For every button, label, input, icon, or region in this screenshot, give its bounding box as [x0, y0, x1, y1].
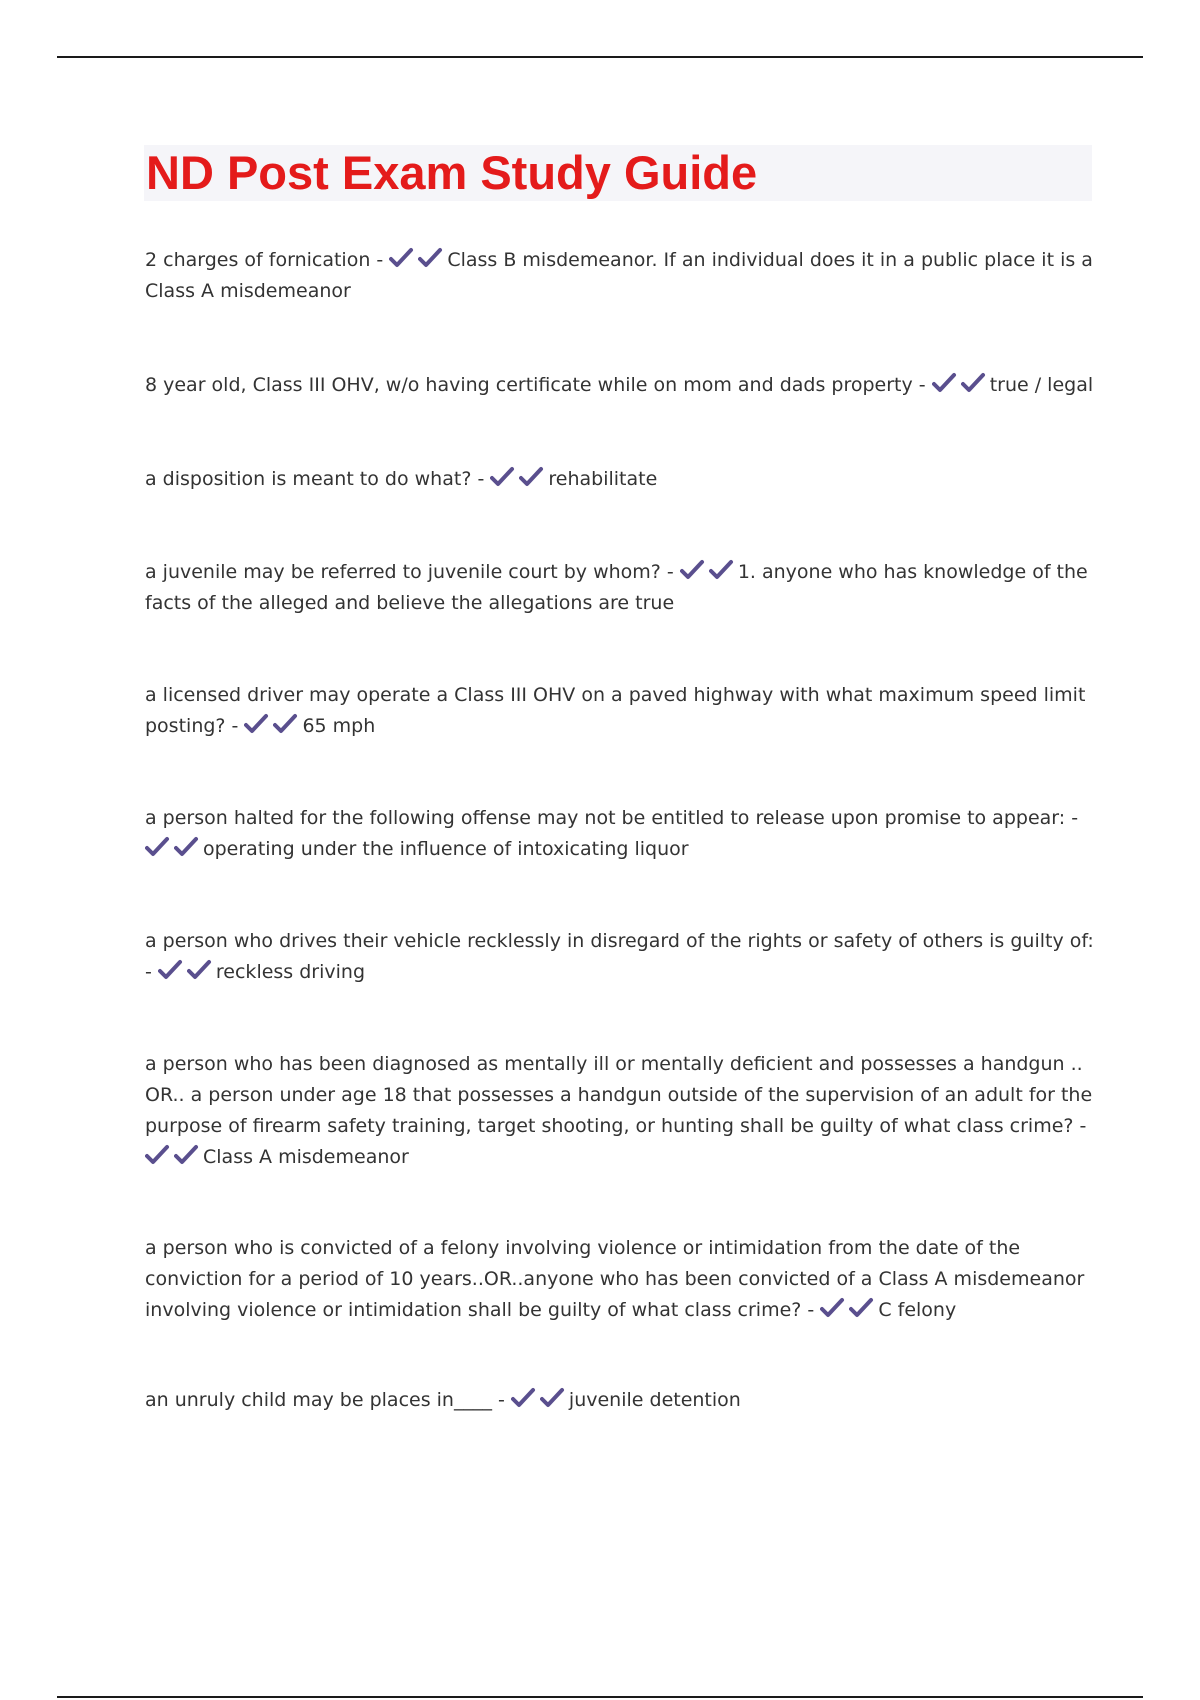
check-icon	[519, 466, 544, 488]
answer-text: true / legal	[989, 374, 1094, 396]
answer-text: Class A misdemeanor	[203, 1146, 409, 1168]
header-rule	[57, 56, 1143, 58]
check-icon	[511, 1387, 536, 1409]
footer-rule	[57, 1696, 1143, 1698]
check-icon	[174, 1144, 199, 1166]
answer-text: rehabilitate	[548, 468, 658, 490]
qa-entry-2	[145, 370, 1095, 401]
check-icon	[932, 372, 957, 394]
answer-text: reckless driving	[215, 961, 366, 983]
answer-text: juvenile detention	[568, 1389, 741, 1411]
check-icon	[158, 959, 183, 981]
qa-entry-3	[145, 464, 1095, 495]
answer-text: operating under the influence of intoxicating liquor	[203, 838, 689, 860]
qa-entry-7	[145, 926, 1095, 988]
check-icon	[490, 466, 515, 488]
answer-text: C felony	[878, 1299, 957, 1321]
answer-text: 65 mph	[302, 715, 376, 737]
question-text: 8 year old, Class III OHV, w/o having certificate while on mom and dads property -	[145, 374, 926, 396]
question-text: a person halted for the following offense may not be entitled to release upon promise to appear: -	[145, 807, 1079, 829]
check-icon	[244, 713, 269, 735]
check-icon	[680, 559, 705, 581]
check-icon	[273, 713, 298, 735]
check-icon	[849, 1297, 874, 1319]
question-text: a person who drives their vehicle recklessly in disregard of the rights or safety of others is guilty of: -	[145, 930, 1094, 983]
check-icon	[187, 959, 212, 981]
qa-entry-6	[145, 803, 1095, 865]
check-icon	[145, 1144, 170, 1166]
question-text: an unruly child may be places in____ -	[145, 1389, 505, 1411]
check-icon	[709, 559, 734, 581]
question-text: 2 charges of fornication -	[145, 249, 384, 271]
qa-entry-8	[145, 1049, 1095, 1173]
check-icon	[145, 836, 170, 858]
check-icon	[961, 372, 986, 394]
check-icon	[389, 247, 414, 269]
question-text: a juvenile may be referred to juvenile court by whom? -	[145, 561, 674, 583]
qa-entry-5	[145, 680, 1095, 742]
answer-text: 1. anyone who has knowledge of the facts of the alleged and believe the allegations are true	[145, 561, 1088, 614]
qa-entry-4	[145, 557, 1095, 619]
qa-entry-1	[145, 245, 1095, 307]
check-icon	[418, 247, 443, 269]
qa-entry-10	[145, 1385, 1095, 1416]
check-icon	[540, 1387, 565, 1409]
qa-entry-9	[145, 1233, 1095, 1326]
question-text: a licensed driver may operate a Class III OHV on a paved highway with what maximum speed limit posting? -	[145, 684, 1086, 737]
check-icon	[174, 836, 199, 858]
question-text: a person who is convicted of a felony involving violence or intimidation from the date of the conviction for a period of 10 years..OR..anyone who has been convicted of a Class A misdemeanor involving violence or intimidation shall be guilty of what class crime? -	[145, 1237, 1085, 1321]
page-title: ND Post Exam Study Guide	[146, 146, 758, 199]
question-text: a person who has been diagnosed as mentally ill or mentally deficient and possesses a handgun .. OR.. a person under age 18 that possesses a handgun outside of the supervision of an adult for the purpose of firearm safety training, target shooting, or hunting shall be guilty of what class crime? -	[145, 1053, 1093, 1137]
question-text: a disposition is meant to do what? -	[145, 468, 485, 490]
answer-text: Class B misdemeanor. If an individual does it in a public place it is a Class A misdemeanor	[145, 249, 1093, 302]
check-icon	[820, 1297, 845, 1319]
